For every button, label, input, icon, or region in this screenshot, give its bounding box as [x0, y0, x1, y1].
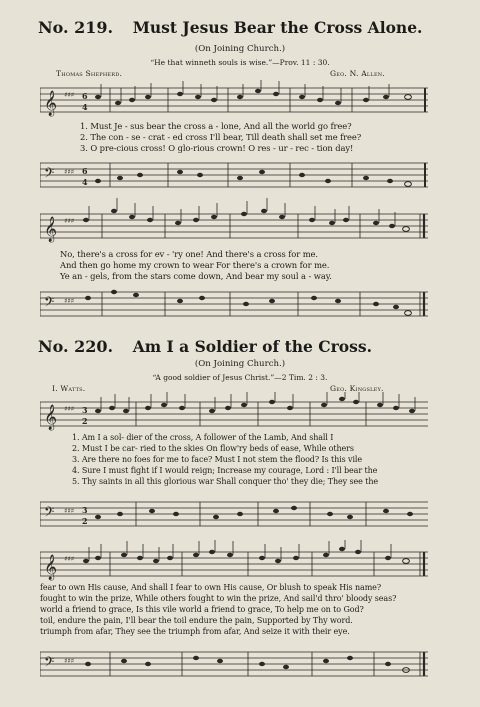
svg-text:3: 3	[82, 405, 88, 415]
hymn-220-refrain-2: fought to win the prize, While others fought to win the prize, And sail'd thro' bloody seas?	[40, 594, 397, 603]
svg-text:𝄞: 𝄞	[44, 405, 58, 430]
hymn-220-treble-staff-1	[40, 392, 428, 432]
hymn-219-bass-staff-2	[40, 282, 428, 324]
hymn-219-composer: Geo. N. Allen.	[330, 69, 385, 78]
svg-text:𝄢: 𝄢	[44, 504, 55, 523]
hymn-219-bass-staff-1	[40, 155, 428, 195]
svg-text:3: 3	[82, 505, 88, 515]
hymn-220-number: No. 220.	[38, 337, 114, 356]
hymn-220-verse-3: 3. Are there no foes for me to face? Must I not stem the flood? Is this vile	[72, 455, 363, 464]
svg-text:♯♯♯: ♯♯♯	[64, 507, 75, 515]
hymn-219-treble-staff-2	[40, 198, 428, 248]
hymn-220-title: Am I a Soldier of the Cross.	[132, 337, 372, 356]
hymn-219-author: Thomas Shepherd.	[56, 69, 123, 78]
hymn-220-bass-staff-2	[40, 640, 428, 684]
hymn-219-header	[38, 18, 422, 37]
hymn-219-verse-2: 2. The con - se - crat - ed cross I'll bear, Till death shall set me free?	[80, 132, 362, 142]
hymn-220-verse-4: 4. Sure I must fight if I would reign; Increase my courage, Lord : I'll bear the	[72, 466, 378, 475]
hymn-219-refrain-1: No, there's a cross for ev - 'ry one! And there's a cross for me.	[60, 249, 318, 259]
hymn-220-bass-staff-1	[40, 492, 428, 532]
svg-text:♯♯♯: ♯♯♯	[64, 657, 75, 665]
svg-text:♯♯♯: ♯♯♯	[64, 555, 75, 563]
hymn-220-author: I. Watts.	[52, 384, 86, 393]
svg-text:𝄢: 𝄢	[44, 294, 55, 313]
hymn-220-refrain-4: toil, endure the pain, I'll bear the toil endure the pain, Supported by Thy word.	[40, 616, 353, 625]
hymn-220-refrain-1: fear to own His cause, And shall I fear to own His cause, Or blush to speak His name?	[40, 583, 382, 592]
svg-text:𝄞: 𝄞	[44, 555, 58, 580]
hymn-219-refrain-2: And then go home my crown to wear For there's a crown for me.	[60, 260, 330, 270]
svg-text:𝄢: 𝄢	[44, 654, 55, 673]
svg-text:𝄢: 𝄢	[44, 165, 55, 184]
svg-text:♯♯♯: ♯♯♯	[64, 217, 75, 225]
hymn-219-scripture: “He that winneth souls is wise.”—Prov. 11 : 30.	[150, 58, 330, 67]
hymn-220-header	[38, 337, 372, 356]
hymn-220-subtitle: (On Joining Church.)	[194, 359, 286, 369]
hymn-219-treble-staff-1	[40, 80, 428, 120]
hymn-220-composer: Geo. Kingsley.	[330, 384, 384, 393]
svg-text:𝄞: 𝄞	[44, 91, 58, 116]
hymn-220-scripture: “A good soldier of Jesus Christ.”—2 Tim. 2 : 3.	[152, 373, 328, 382]
svg-text:6: 6	[82, 166, 88, 176]
hymn-220-refrain-3: world a friend to grace, Is this vile world a friend to grace, To help me on to God?	[40, 605, 364, 614]
svg-text:♯♯♯: ♯♯♯	[64, 91, 75, 99]
svg-text:4: 4	[82, 102, 88, 112]
svg-text:6: 6	[82, 91, 88, 101]
hymn-219-number: No. 219.	[38, 18, 114, 37]
svg-text:𝄞: 𝄞	[44, 217, 58, 242]
svg-text:2: 2	[82, 416, 88, 426]
hymn-220-verse-5: 5. Thy saints in all this glorious war Shall conquer tho' they die; They see the	[72, 477, 379, 486]
svg-text:♯♯♯: ♯♯♯	[64, 297, 75, 305]
svg-text:♯♯♯: ♯♯♯	[64, 168, 75, 176]
hymn-219-verse-3: 3. O pre-cious cross! O glo-rious crown! O res - ur - rec - tion day!	[80, 143, 354, 153]
hymn-220-verse-2: 2. Must I be car- ried to the skies On flow'ry beds of ease, While others	[72, 444, 354, 453]
hymn-220-verse-1: 1. Am I a sol- dier of the cross, A follower of the Lamb, And shall I	[72, 433, 334, 442]
svg-text:♯♯♯: ♯♯♯	[64, 405, 75, 413]
hymn-219-refrain-3: Ye an - gels, from the stars come down, And bear my soul a - way.	[60, 271, 332, 281]
hymn-220-treble-staff-2	[40, 540, 428, 582]
hymn-219-verse-1: 1. Must Je - sus bear the cross a - lone, And all the world go free?	[80, 121, 352, 131]
hymn-220-refrain-5: triumph from afar, They see the triumph from afar, And seize it with their eye.	[40, 627, 350, 636]
hymn-219-subtitle: (On Joining Church.)	[194, 44, 286, 54]
svg-text:2: 2	[82, 516, 88, 526]
svg-text:4: 4	[82, 177, 88, 187]
hymn-219-title: Must Jesus Bear the Cross Alone.	[132, 18, 423, 37]
